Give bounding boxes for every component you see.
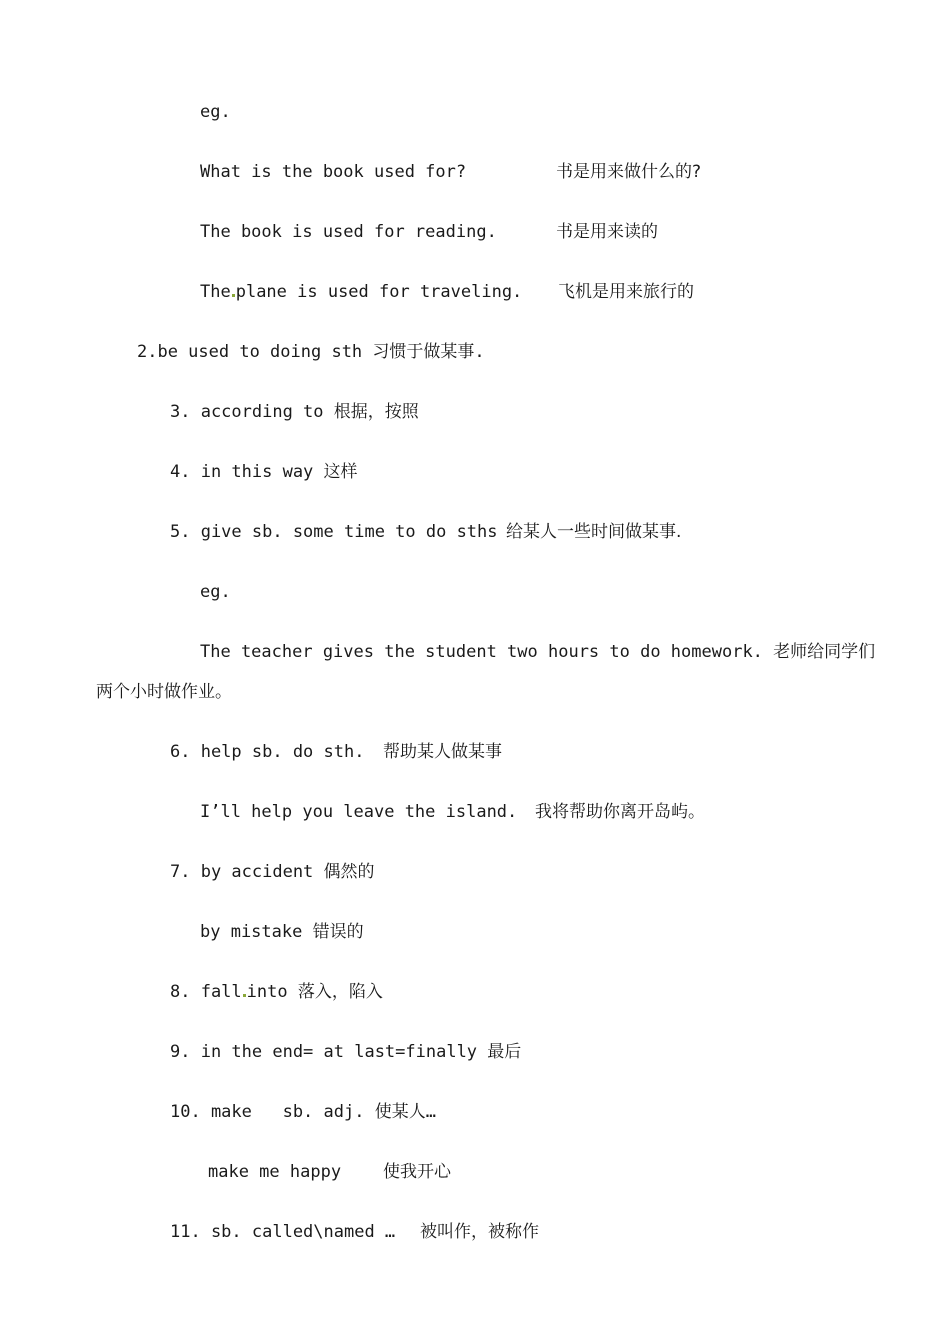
green-dot-mark <box>232 294 235 297</box>
item-6-chinese: 帮助某人做某事 <box>383 742 502 762</box>
example-3-rest: plane is used for traveling. <box>235 282 523 302</box>
example-3-english <box>200 280 522 304</box>
item-8-part-b: into 落入，陷入 <box>246 982 383 1002</box>
example-4-line-1: The teacher gives the student two hours to do homework. 老师给同学们 <box>200 642 876 662</box>
green-dot-mark-2 <box>243 994 246 997</box>
example-5-english: I’ll help you leave the island. <box>200 802 518 822</box>
example-1-chinese: 书是用来做什么的? <box>556 162 702 182</box>
example-2-english: The book is used for reading. <box>200 222 497 242</box>
item-10: 10. make sb. adj. 使某人… <box>170 1102 436 1122</box>
example-3-word-the: The <box>200 282 231 302</box>
item-9: 9. in the end= at last=finally 最后 <box>170 1042 522 1062</box>
example-1-english: What is the book used for? <box>200 162 467 182</box>
example-3-chinese: 飞机是用来旅行的 <box>558 282 694 302</box>
item-3: 3. according to 根据，按照 <box>170 402 419 422</box>
item-11-english: 11. sb. called\named … <box>170 1222 396 1242</box>
item-7: 7. by accident 偶然的 <box>170 862 375 882</box>
item-10-b-english: make me happy <box>208 1162 342 1182</box>
eg-label-2: eg. <box>200 582 231 602</box>
item-4: 4. in this way 这样 <box>170 462 358 482</box>
item-10-b-chinese: 使我开心 <box>383 1162 451 1182</box>
item-8 <box>170 980 383 1004</box>
item-8-part-a: 8. fall <box>170 982 242 1002</box>
example-4-line-2: 两个小时做作业。 <box>96 682 232 702</box>
item-6-english: 6. help sb. do sth. <box>170 742 365 762</box>
item-2: 2.be used to doing sth 习惯于做某事. <box>137 342 485 362</box>
item-5-english: 5. give sb. some time to do sths <box>170 522 498 542</box>
item-5-chinese: 给某人一些时间做某事. <box>506 522 682 542</box>
example-2-chinese: 书是用来读的 <box>556 222 658 242</box>
item-7-b: by mistake 错误的 <box>200 922 364 942</box>
item-11-chinese: 被叫作，被称作 <box>420 1222 539 1242</box>
eg-label: eg. <box>200 102 231 122</box>
example-5-chinese: 我将帮助你离开岛屿。 <box>535 802 705 822</box>
